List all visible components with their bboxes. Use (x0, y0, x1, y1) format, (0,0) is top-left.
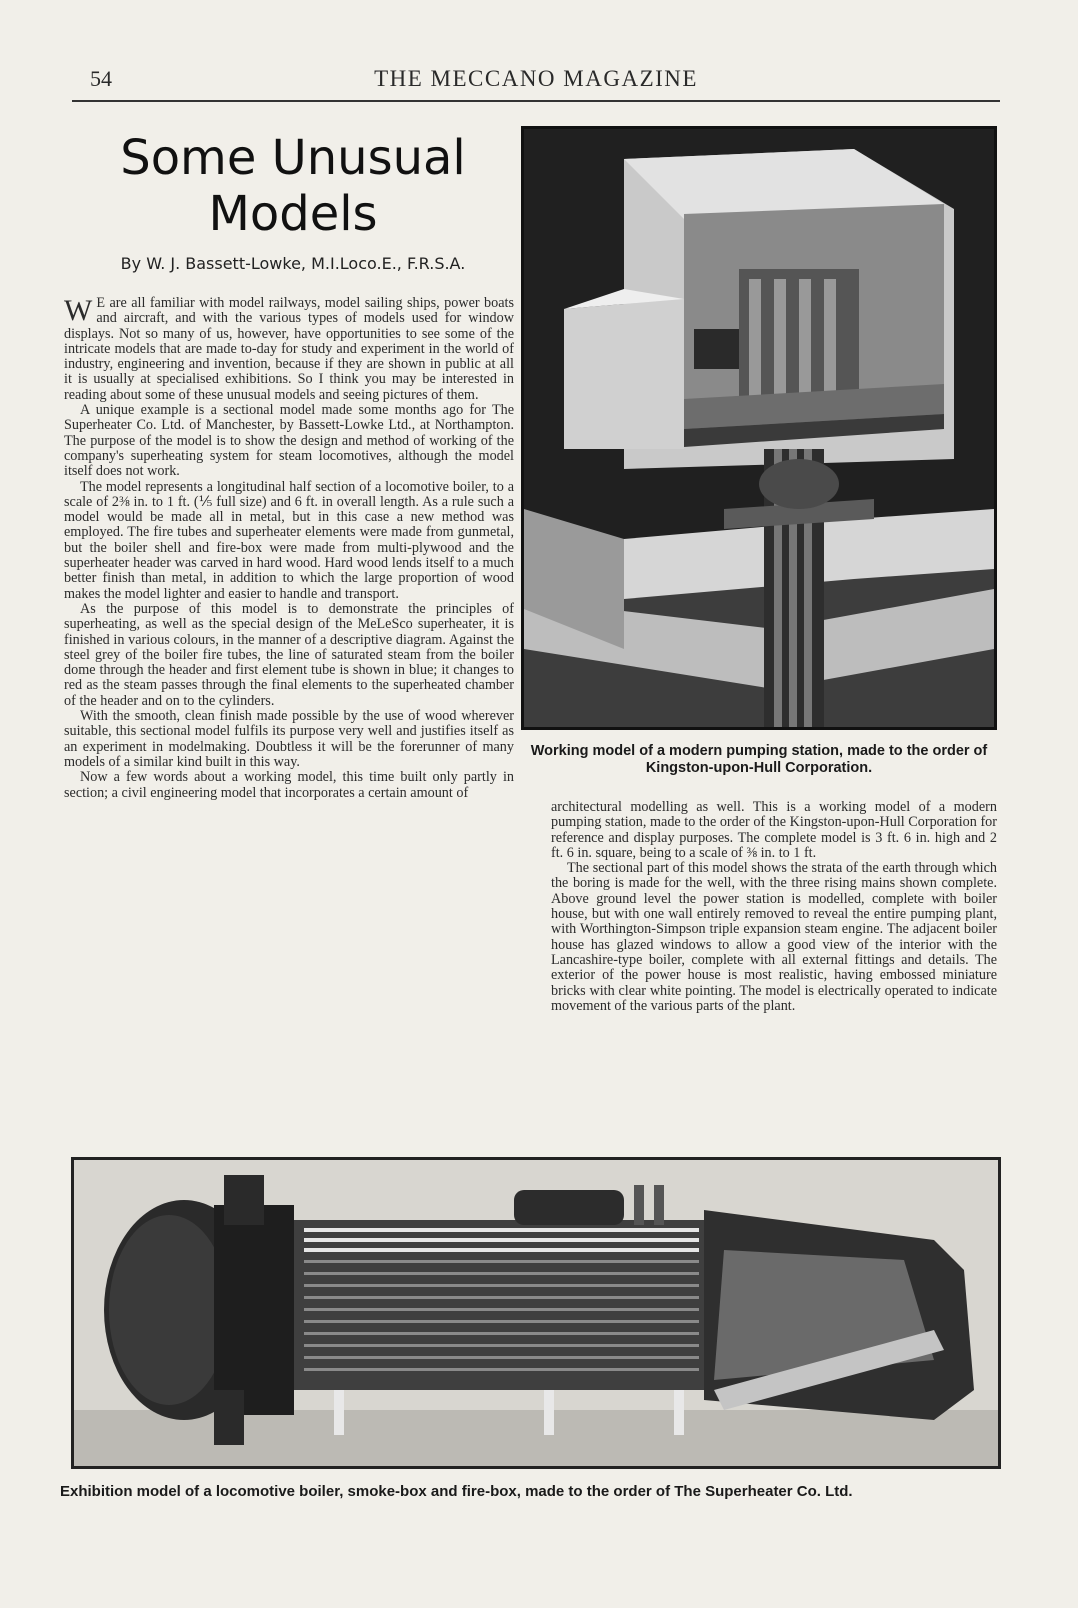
pumping-station-caption: Working model of a modern pumping station, made to the order of Kingston-upon-Hull Corporation. (530, 743, 988, 776)
magazine-title: THE MECCANO MAGAZINE (374, 66, 698, 91)
pumping-station-illustration (524, 129, 994, 727)
article-title (68, 130, 518, 242)
article-title-block (68, 130, 518, 273)
title-line-1: Some Unusual (120, 130, 466, 186)
title-line-2: Models (208, 186, 378, 242)
left-column (64, 296, 514, 801)
drop-cap: W (64, 294, 93, 327)
paragraph: architectural modelling as well. This is a working model of a modern pumping station, made to the order of the Kingston-upon-Hull Corporation for reference and display purposes. The complete model is 3 ft. 6 in. high and 2 ft. 6 in. square, being to a scale of ⅜ in. to 1 ft. (551, 799, 997, 861)
pumping-station-photo (521, 126, 997, 730)
paragraph: As the purpose of this model is to demonstrate the principles of superheating, as well as the special design of the MeLeSco superheater, it is finished in various colours, in the manner of a descriptive diagram. Against the steel grey of the boiler fire tubes, the line of saturated steam from the boiler dome through the header and first element tube is shown in blue; it changes to red as the steam passes through the final elements to the superheated chamber of the header and on to the cylinders. (64, 600, 514, 709)
byline: By W. J. Bassett-Lowke, M.I.Loco.E., F.R.S.A. (120, 254, 466, 273)
page-number: 54 (90, 66, 112, 91)
running-head (72, 64, 1000, 98)
paragraph: With the smooth, clean finish made possible by the use of wood wherever suitable, this sectional model fulfils its purpose very well and justifies itself as an experiment in modelmaking. Doubtless it will be the forerunner of many models of a similar kind built in this way. (64, 708, 514, 770)
right-column (551, 800, 997, 1014)
boiler-caption: Exhibition model of a locomotive boiler, smoke-box and fire-box, made to the order of The Superheater Co. Ltd. (60, 1483, 853, 1500)
boiler-illustration (74, 1160, 998, 1466)
paragraph: The sectional part of this model shows the strata of the earth through which the boring is made for the well, with the three rising mains shown complete. Above ground level the power station is modelled, complete with boiler house, but with one wall entirely removed to reveal the entire pumping plant, with Worthington-Simpson triple expansion steam engine. The adjacent boiler house has glazed windows to allow a good view of the interior with the Lancashire-type boiler, complete with all external fittings and details. The exterior of the power house is most realistic, having embossed miniature bricks with clear white pointing. The model is electrically operated to indicate movement of the various parts of the plant. (551, 860, 997, 1014)
paragraph: A unique example is a sectional model made some months ago for The Superheater Co. Ltd. of Manchester, by Bassett-Lowke Ltd., at Northampton. The purpose of the model is to show the design and method of working of the company's superheating system for steam locomotives, although the model itself does not work. (64, 402, 514, 480)
header-rule (72, 100, 1000, 102)
paragraph: Now a few words about a working model, this time built only partly in section; a civil engineering model that incorporates a certain amount of (64, 769, 514, 801)
paragraph: The model represents a longitudinal half section of a locomotive boiler, to a scale of 2⅜ in. to 1 ft. (⅕ full size) and 6 ft. in overall length. As a rule such a model would be made all in metal, but in this case a new method was employed. The fire tubes and superheater elements were made from gunmetal, but the boiler shell and fire-box were made from multi-plywood and the superheater header was carved in hard wood. Hard wood lends itself to a much better finish than metal, in addition to which the large proportion of wood makes the model lighter and easier to handle and transport. (64, 478, 514, 602)
boiler-model-photo (71, 1157, 1001, 1469)
paragraph: W E are all familiar with model railways, model sailing ships, power boats and aircraft, and with the various types of models used for window displays. Not so many of us, however, have opportunities to see some of the intricate models that are made to-day for study and experiment in the world of industry, engineering and invention, because if they are shown in public at all it is usually at specialised exhibitions. So I think you may be interested in reading about some of these unusual models and seeing pictures of them. (64, 294, 514, 403)
